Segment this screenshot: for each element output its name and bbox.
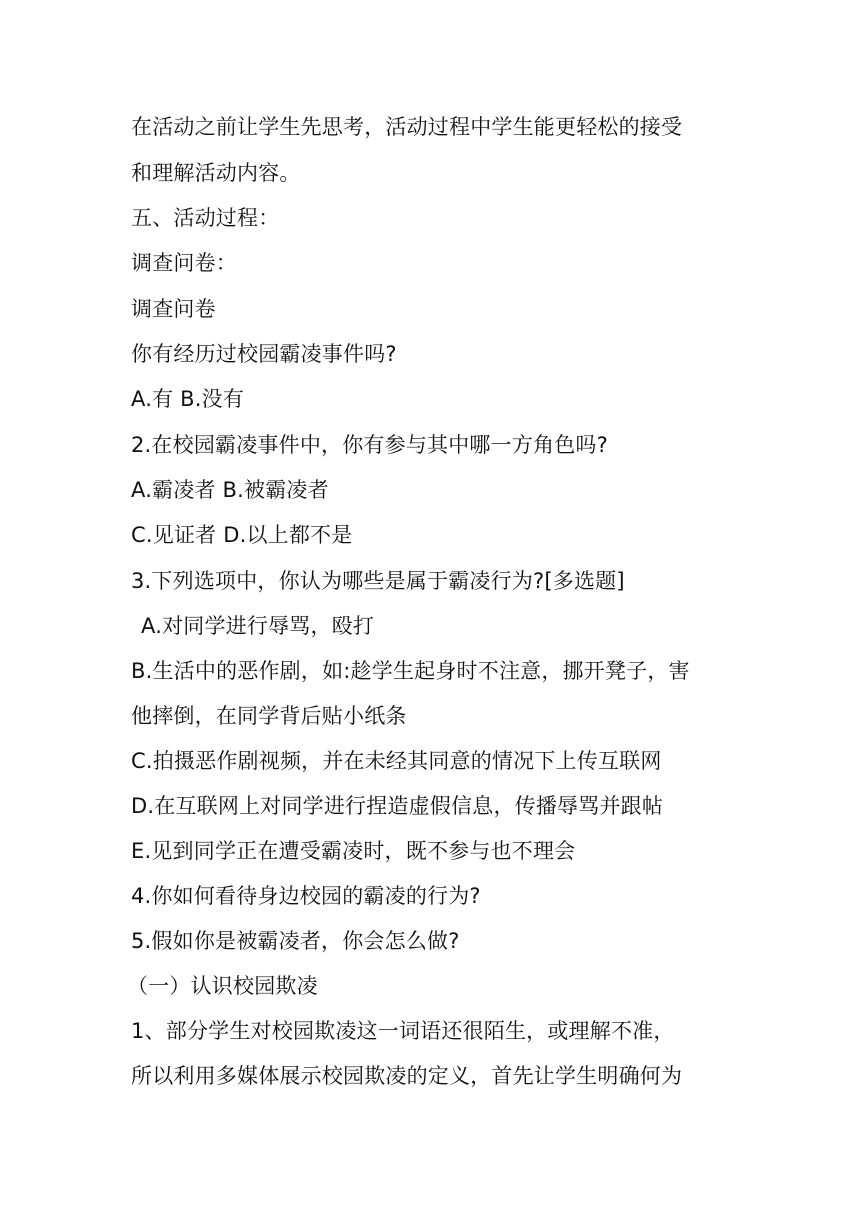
question-1: 你有经历过校园霸凌事件吗? xyxy=(131,342,397,366)
paragraph-line: 1、部分学生对校园欺凌这一词语还很陌生，或理解不准， xyxy=(131,1019,675,1043)
question-4: 4.你如何看待身边校园的霸凌的行为? xyxy=(131,884,481,908)
paragraph-line: 所以利用多媒体展示校园欺凌的定义，首先让学生明确何为 xyxy=(131,1064,683,1088)
section-subheading: （一）认识校园欺凌 xyxy=(127,974,318,998)
question-3-option-d: D.在互联网上对同学进行捏造虚假信息，传播辱骂并跟帖 xyxy=(131,794,664,818)
question-2-options-c-d: C.见证者 D.以上都不是 xyxy=(131,523,353,547)
questionnaire-title: 调查问卷 xyxy=(131,297,216,321)
question-3-option-e: E.见到同学正在遭受霸凌时，既不参与也不理会 xyxy=(131,839,576,863)
paragraph-line: 和理解活动内容。 xyxy=(131,161,301,185)
question-1-options: A.有 B.没有 xyxy=(131,387,245,411)
paragraph-line: 在活动之前让学生先思考，活动过程中学生能更轻松的接受 xyxy=(131,115,683,139)
question-2-options-a-b: A.霸凌者 B.被霸凌者 xyxy=(131,478,329,502)
question-3-option-b-continued: 他摔倒，在同学背后贴小纸条 xyxy=(131,704,407,728)
question-3: 3.下列选项中，你认为哪些是属于霸凌行为?[多选题] xyxy=(131,569,625,593)
question-3-option-a: A.对同学进行辱骂，殴打 xyxy=(141,614,375,638)
subheading: 调查问卷： xyxy=(131,251,237,275)
question-3-option-c: C.拍摄恶作剧视频，并在未经其同意的情况下上传互联网 xyxy=(131,749,662,773)
question-5: 5.假如你是被霸凌者，你会怎么做? xyxy=(131,929,460,953)
question-3-option-b: B.生活中的恶作剧，如:趁学生起身时不注意，挪开凳子，害 xyxy=(131,659,690,683)
question-2: 2.在校园霸凌事件中，你有参与其中哪一方角色吗? xyxy=(131,433,608,457)
section-heading: 五、活动过程： xyxy=(131,206,280,230)
